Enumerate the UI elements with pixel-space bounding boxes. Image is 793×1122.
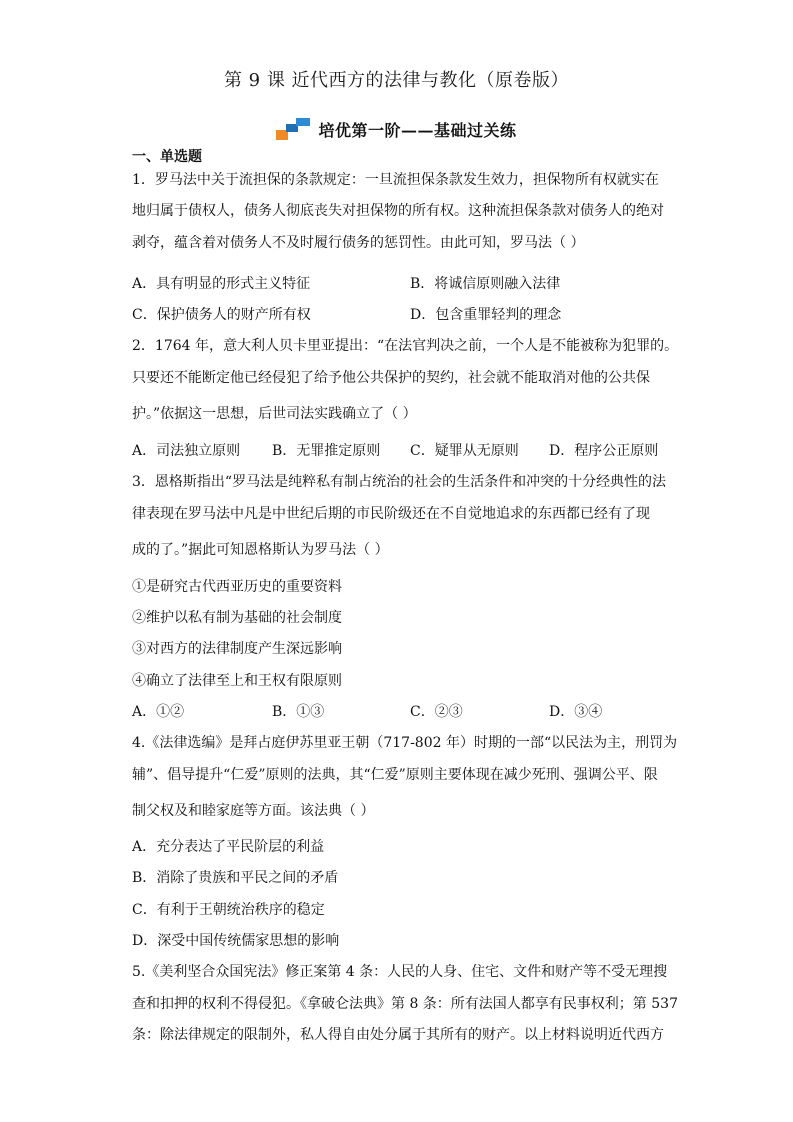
q2-line-2: 只要还不能断定他已经侵犯了给予他公共保护的契约，社会就不能取消对他的公共保 — [132, 370, 650, 386]
q5-line-1: 5.《美利坚合众国宪法》修正案第 4 条：人民的人身、住宅、文件和财产等不受无理搜 — [132, 964, 668, 980]
q1-option-b: B．将诚信原则融入法律 — [410, 276, 561, 292]
q2-line-3: 护。”依据这一思想，后世司法实践确立了（ ） — [132, 406, 417, 422]
q4-line-1: 4.《法律选编》是拜占庭伊苏里亚王朝（717-802 年）时期的一部“以民法为主，刑罚为 — [132, 735, 678, 751]
q2-option-d: D．程序公正原则 — [549, 443, 659, 459]
q2-line-1: 2．1764 年，意大利人贝卡里亚提出：“在法官判决之前，一个人是不能被称为犯罪的。 — [132, 338, 679, 354]
q4-line-3: 制父权及和睦家庭等方面。该法典（ ） — [132, 803, 375, 819]
q3-line-1: 3．恩格斯指出“罗马法是纯粹私有制占统治的社会的生活条件和冲突的十分经典性的法 — [132, 474, 667, 490]
q2-option-c: C．疑罪从无原则 — [410, 443, 519, 459]
q1-line-1: 1．罗马法中关于流担保的条款规定：一旦流担保条款发生效力，担保物所有权就实在 — [132, 172, 659, 188]
q1-option-c: C．保护债务人的财产所有权 — [132, 307, 311, 323]
section-heading: 一、单选题 — [132, 149, 202, 165]
subtitle-row — [0, 117, 793, 141]
q4-option-b: B．消除了贵族和平民之间的矛盾 — [132, 870, 339, 886]
q3-item-2: ②维护以私有制为基础的社会制度 — [132, 610, 342, 626]
q3-item-4: ④确立了法律至上和王权有限原则 — [132, 673, 342, 689]
stairs-logo-icon — [276, 118, 312, 140]
q5-line-3: 条：除法律规定的限制外，私人得自由处分属于其所有的财产。以上材料说明近代西方 — [132, 1027, 664, 1043]
q3-option-c: C．②③ — [410, 704, 463, 720]
q1-option-a: A．具有明显的形式主义特征 — [132, 276, 311, 292]
q2-option-b: B．无罪推定原则 — [272, 443, 381, 459]
page-title: 第 9 课 近代西方的法律与教化（原卷版） — [223, 70, 570, 91]
q3-option-d: D．③④ — [549, 704, 603, 720]
q3-item-1: ①是研究古代西亚历史的重要资料 — [132, 579, 342, 595]
q3-line-2: 律表现在罗马法中凡是中世纪后期的市民阶级还在不自觉地追求的东西都已经有了现 — [132, 506, 650, 522]
subtitle: 培优第一阶——基础过关练 — [318, 120, 517, 140]
q3-line-3: 成的了。”据此可知恩格斯认为罗马法（ ） — [132, 542, 389, 558]
q4-line-2: 辅”、倡导提升“仁爱”原则的法典，其“仁爱”原则主要体现在减少死刑、强调公平、限 — [132, 767, 658, 783]
q4-option-c: C．有利于王朝统治秩序的稳定 — [132, 902, 325, 918]
q3-option-a: A．①② — [132, 704, 185, 720]
q3-option-b: B．①③ — [272, 704, 325, 720]
q1-line-2: 地归属于债权人，债务人彻底丧失对担保物的所有权。这种流担保条款对债务人的绝对 — [132, 203, 664, 219]
q1-option-d: D．包含重罪轻判的理念 — [410, 307, 562, 323]
q5-line-2: 查和扣押的权利不得侵犯。《拿破仑法典》第 8 条：所有法国人都享有民事权利；第 537 — [132, 996, 678, 1012]
q4-option-d: D．深受中国传统儒家思想的影响 — [132, 933, 340, 949]
q3-item-3: ③对西方的法律制度产生深远影响 — [132, 641, 342, 657]
q4-option-a: A．充分表达了平民阶层的利益 — [132, 839, 325, 855]
q1-line-3: 剥夺，蕴含着对债务人不及时履行债务的惩罚性。由此可知，罗马法（ ） — [132, 235, 585, 251]
q2-option-a: A．司法独立原则 — [132, 443, 241, 459]
